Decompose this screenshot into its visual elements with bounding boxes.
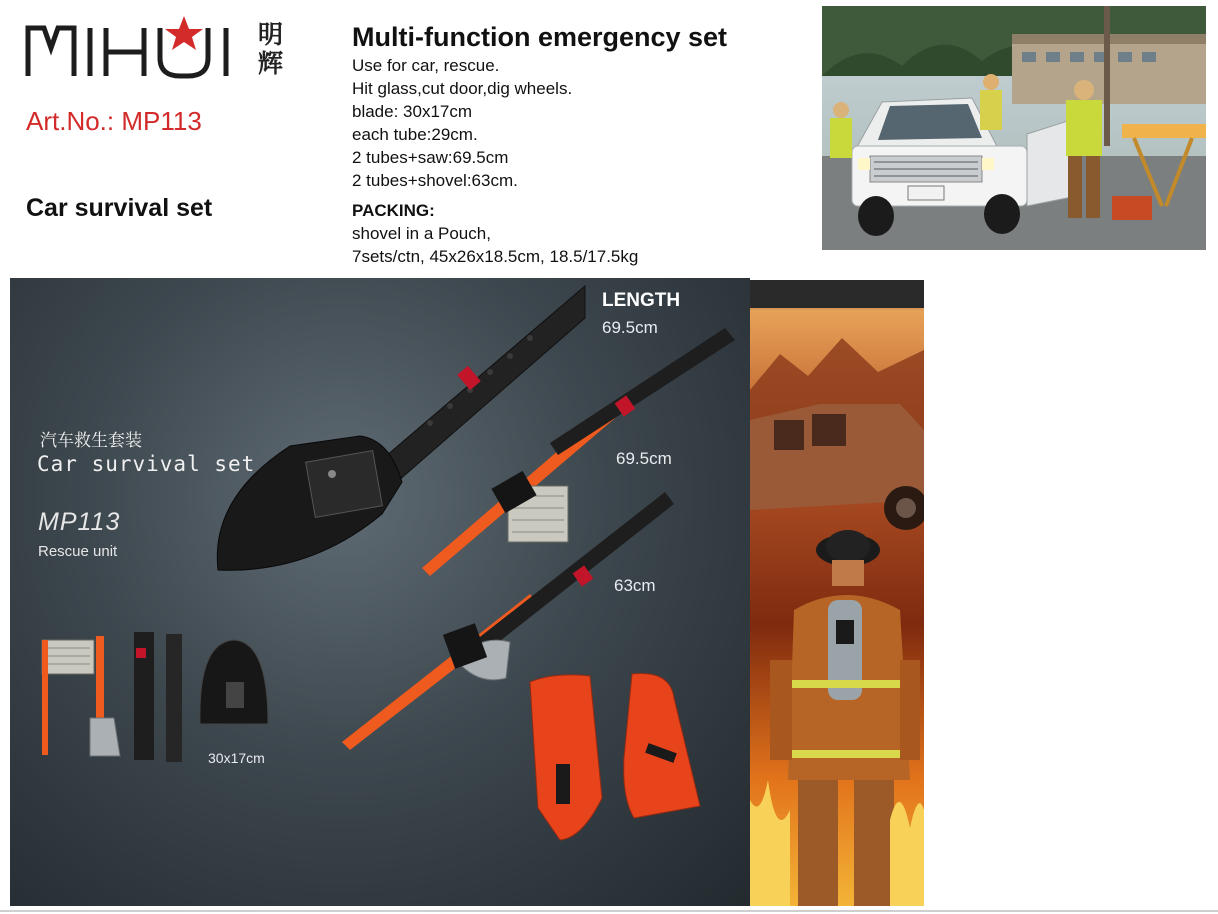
model-number: MP113: [38, 508, 121, 536]
disassembled-parts: [42, 632, 268, 762]
logo-chinese: 明辉: [258, 20, 284, 78]
packing-heading: PACKING:: [352, 201, 435, 220]
spec-line: 2 tubes+saw:69.5cm: [352, 148, 509, 167]
page-divider: [0, 910, 1218, 912]
blade-size-label: 30x17cm: [208, 750, 265, 766]
accident-scene-photo: [822, 6, 1206, 250]
spec-line: Use for car, rescue.: [352, 56, 500, 75]
spec-line: each tube:29cm.: [352, 125, 478, 144]
length-label: 69.5cm: [616, 449, 672, 468]
spec-line: blade: 30x17cm: [352, 102, 473, 121]
assembled-saw: [422, 328, 735, 576]
spec-line: 2 tubes+shovel:63cm.: [352, 171, 518, 190]
spec-line: Hit glass,cut door,dig wheels.: [352, 79, 573, 98]
art-number: Art.No.: MP113: [26, 106, 202, 136]
product-subtitle: Car survival set: [26, 194, 213, 222]
star-icon: [165, 16, 203, 50]
pouches: [530, 674, 700, 841]
length-heading: LENGTH: [602, 290, 681, 311]
length-label: 63cm: [614, 576, 656, 595]
packing-block: [352, 200, 812, 268]
model-subtitle: Rescue unit: [38, 543, 118, 560]
brand-logo: [24, 14, 294, 84]
spec-block: [352, 20, 812, 192]
spec-title: Multi-function emergency set: [352, 22, 728, 52]
english-title: Car survival set: [37, 452, 256, 476]
chinese-title: 汽车救生套装: [40, 431, 142, 451]
product-panel: [10, 278, 750, 906]
packing-line: 7sets/ctn, 45x26x18.5cm, 18.5/17.5kg: [352, 247, 639, 266]
packing-line: shovel in a Pouch,: [352, 224, 491, 243]
length-label: 69.5cm: [602, 318, 658, 337]
firefighter-photo: [750, 280, 924, 906]
